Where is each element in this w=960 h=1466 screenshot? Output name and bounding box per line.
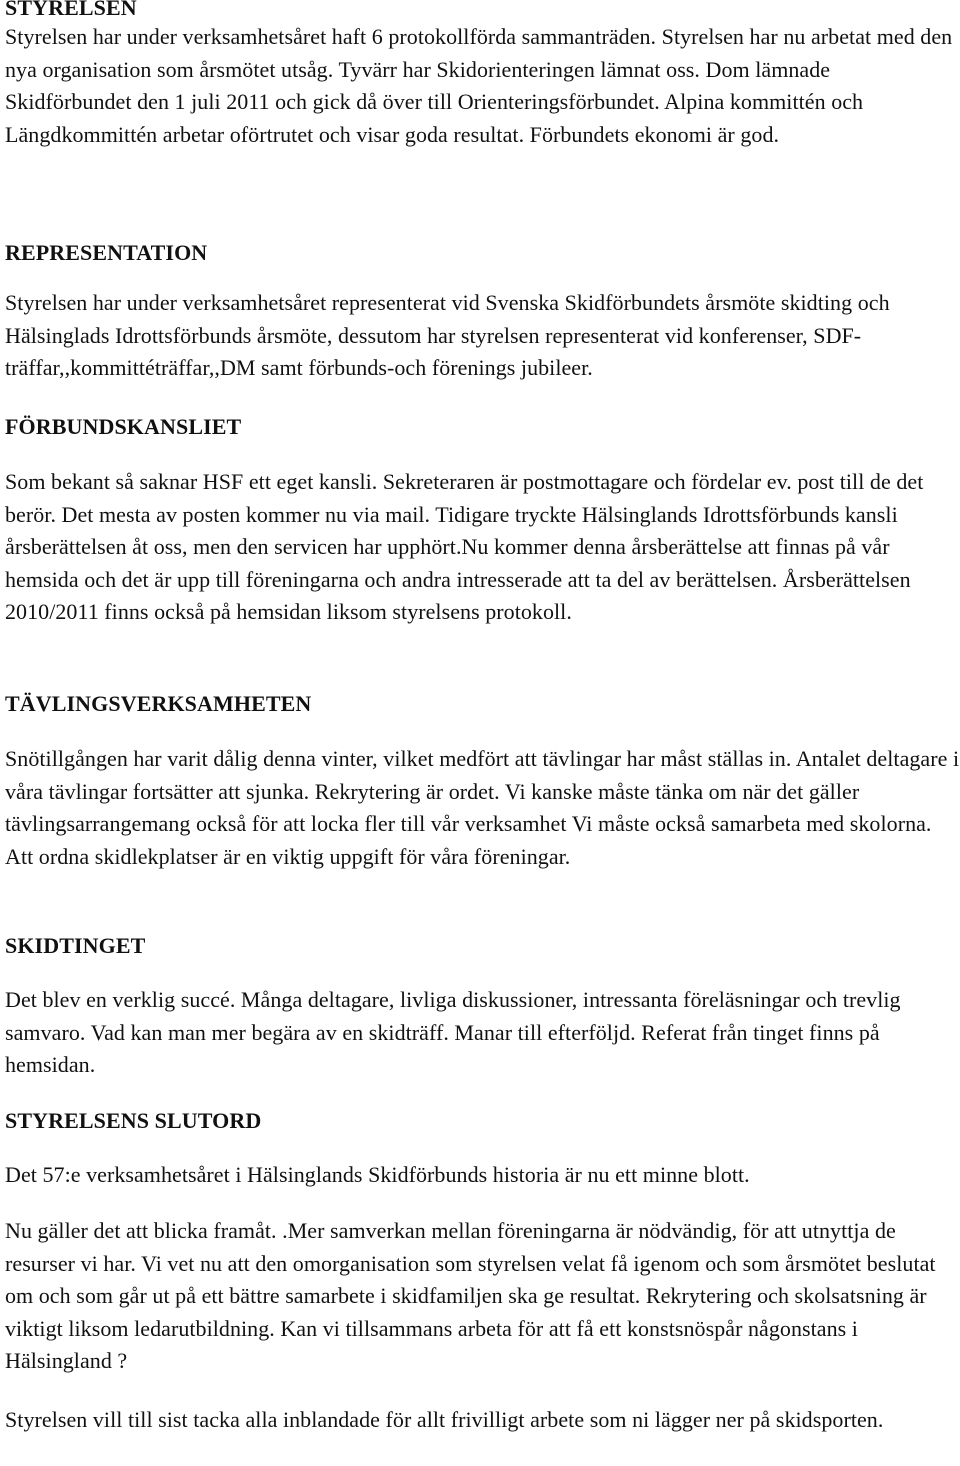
section-heading-styrelsen: STYRELSEN: [5, 0, 137, 20]
section-text-styrelsen: Styrelsen har under verksamhetsåret haft 6 protokollförda sammanträden. Styrelsen har nu arbetat med den nya organisation som årsmötet utsåg. Tyvärr har Skidorienteringen lämnat oss. Dom lämnade Skidförbundet den 1 juli 2011 och gick då över till Orienteringsförbundet. Alpina kommittén och Längdkommittén arbetar oförtrutet och visar goda resultat. Förbundets ekonomi är god.: [5, 24, 953, 147]
section-heading-tavlingsverksamheten: TÄVLINGSVERKSAMHETEN: [5, 691, 312, 716]
section-heading-representation: REPRESENTATION: [5, 240, 208, 265]
section-text-slutord-1: Det 57:e verksamhetsåret i Hälsinglands Skidförbunds historia är nu ett minne blott.: [5, 1162, 750, 1187]
section-text-tavlingsverksamheten: Snötillgången har varit dålig denna vinter, vilket medfört att tävlingar har måst ställas in. Antalet deltagare i våra tävlingar fortsätter att sjunka. Rekrytering är ordet. Vi kanske måste tänka om när det gäller tävlingsarrangemang också för att locka fler till vår verksamhet Vi måste också samarbeta med skolorna. Att ordna skidlekplatser är en viktig uppgift för våra föreningar.: [5, 746, 960, 869]
section-text-slutord-3: Styrelsen vill till sist tacka alla inblandade för allt frivilligt arbete som ni lägger ner på skidsporten.: [5, 1407, 884, 1432]
section-text-slutord-2: Nu gäller det att blicka framåt. .Mer samverkan mellan föreningarna är nödvändig, för att utnyttja de resurser vi har. Vi vet nu att den omorganisation som styrelsen velat få igenom och som årsmötet beslutat om och som går ut på ett bättre samarbete i skidfamiljen ska ge resultat. Rekrytering och skolsatsning är viktigt liksom ledarutbildning. Kan vi tillsammans arbeta för att få ett konstsnöspår någonstans i Hälsingland ?: [5, 1218, 936, 1373]
section-heading-skidtinget: SKIDTINGET: [5, 933, 146, 958]
section-text-forbundskansliet: Som bekant så saknar HSF ett eget kansli. Sekreteraren är postmottagare och fördelar ev. post till de det berör. Det mesta av posten kommer nu via mail. Tidigare tryckte Hälsinglands Idrottsförbunds kansli årsberättelsen åt oss, men den servicen har upphört.Nu kommer denna årsberättelse att finnas på vår hemsida och det är upp till föreningarna och andra intresserade att ta del av berättelsen. Årsberättelsen 2010/2011 finns också på hemsidan liksom styrelsens protokoll.: [5, 469, 924, 624]
section-text-skidtinget: Det blev en verklig succé. Många deltagare, livliga diskussioner, intressanta föreläsningar och trevlig samvaro. Vad kan man mer begära av en skidträff. Manar till efterföljd. Referat från tinget finns på hemsidan.: [5, 987, 901, 1077]
section-text-representation: Styrelsen har under verksamhetsåret representerat vid Svenska Skidförbundets årsmöte skidting och Hälsinglads Idrottsförbunds årsmöte, dessutom har styrelsen representerat vid konferenser, SDF-träffar,,kommittéträffar,,DM samt förbunds-och förenings jubileer.: [5, 290, 890, 380]
section-heading-forbundskansliet: FÖRBUNDSKANSLIET: [5, 414, 242, 439]
section-heading-slutord: STYRELSENS SLUTORD: [5, 1108, 262, 1133]
